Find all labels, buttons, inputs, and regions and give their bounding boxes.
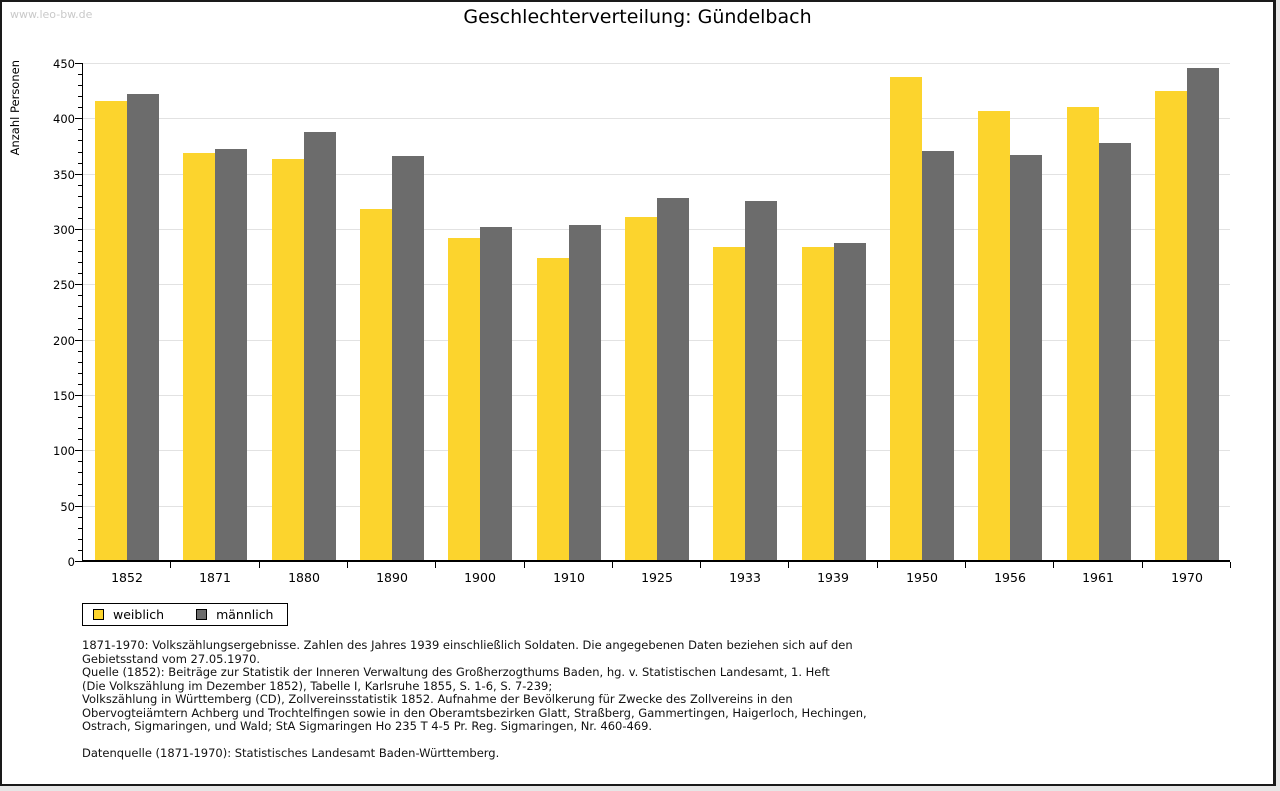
y-major-tick-100: [75, 450, 83, 451]
x-tick-label-1939: 1939: [817, 570, 849, 585]
y-minor-tick-330: [78, 196, 83, 197]
source-note-line-2: Gebietsstand vom 27.05.1970.: [82, 651, 261, 666]
x-boundary-tick-8: [877, 562, 878, 568]
bar-männlich-1950: [922, 151, 954, 560]
y-tick-label-350: 350: [53, 167, 75, 182]
source-note-line-7: Ostrach, Sigmaringen, und Wald; StA Sigmaringen Ho 235 T 4-5 Pr. Reg. Sigmaringen, Nr. 460-469.: [82, 719, 653, 733]
gridline-350: [83, 174, 1230, 175]
source-note-line-6: Obervogteiämtern Achberg und Trochtelfingen sowie in den Oberamtsbezirken Glatt, Straßberg, Gammertingen, Haigerloch, Hechingen,: [82, 705, 867, 720]
x-boundary-tick-5: [612, 562, 613, 568]
x-boundary-tick-3: [435, 562, 436, 568]
y-minor-tick-140: [78, 406, 83, 407]
y-minor-tick-190: [78, 351, 83, 352]
y-minor-tick-130: [78, 417, 83, 418]
y-minor-tick-390: [78, 129, 83, 130]
y-major-tick-350: [75, 174, 83, 175]
bar-männlich-1852: [127, 94, 159, 560]
x-boundary-tick-11: [1142, 562, 1143, 568]
y-minor-tick-370: [78, 152, 83, 153]
x-tick-label-1956: 1956: [994, 570, 1026, 585]
bar-männlich-1933: [745, 201, 777, 560]
y-major-tick-250: [75, 284, 83, 285]
x-tick-label-1925: 1925: [641, 570, 673, 585]
y-tick-label-100: 100: [53, 444, 75, 459]
y-major-tick-50: [75, 506, 83, 507]
y-minor-tick-310: [78, 218, 83, 219]
y-minor-tick-80: [78, 472, 83, 473]
y-minor-tick-210: [78, 329, 83, 330]
x-boundary-tick-12: [1230, 562, 1231, 568]
y-tick-label-200: 200: [53, 333, 75, 348]
x-tick-label-1871: 1871: [199, 570, 231, 585]
x-tick-label-1852: 1852: [111, 570, 143, 585]
bar-männlich-1871: [215, 149, 247, 560]
y-minor-tick-380: [78, 140, 83, 141]
y-axis-label: Anzahl Personen: [8, 60, 22, 156]
x-boundary-tick-10: [1053, 562, 1054, 568]
y-minor-tick-10: [78, 550, 83, 551]
bar-weiblich-1910: [537, 258, 569, 560]
bar-männlich-1890: [392, 156, 424, 560]
x-boundary-tick-6: [700, 562, 701, 568]
legend-item-weiblich: [93, 607, 164, 622]
bar-männlich-1956: [1010, 155, 1042, 560]
bar-weiblich-1852: [95, 101, 127, 560]
y-major-tick-400: [75, 118, 83, 119]
y-major-tick-300: [75, 229, 83, 230]
plot-area: [53, 57, 1230, 585]
source-notes: [82, 639, 1222, 734]
bar-weiblich-1961: [1067, 107, 1099, 560]
datasource-note: Datenquelle (1871-1970): Statistisches Landesamt Baden-Württemberg.: [82, 746, 500, 760]
bar-weiblich-1950: [890, 77, 922, 560]
bar-männlich-1900: [480, 227, 512, 560]
x-tick-label-1970: 1970: [1171, 570, 1203, 585]
y-minor-tick-60: [78, 495, 83, 496]
y-minor-tick-420: [78, 96, 83, 97]
bar-weiblich-1890: [360, 209, 392, 560]
y-minor-tick-430: [78, 85, 83, 86]
x-tick-label-1933: 1933: [729, 570, 761, 585]
y-minor-tick-20: [78, 539, 83, 540]
source-note-line-4: (Die Volkszählung im Dezember 1852), Tabelle I, Karlsruhe 1855, S. 1-6, S. 7-239;: [82, 678, 553, 693]
x-tick-label-1950: 1950: [906, 570, 938, 585]
y-minor-tick-70: [78, 484, 83, 485]
x-boundary-tick-9: [965, 562, 966, 568]
source-note-line-1: 1871-1970: Volkszählungsergebnisse. Zahlen des Jahres 1939 einschließlich Soldaten. Die angegebenen Daten beziehen sich auf den: [82, 638, 853, 652]
legend-swatch-weiblich: [93, 609, 104, 620]
x-boundary-tick-0: [170, 562, 171, 568]
x-tick-label-1910: 1910: [553, 570, 585, 585]
gridline-450: [83, 63, 1230, 64]
y-tick-label-400: 400: [53, 112, 75, 127]
y-major-tick-200: [75, 340, 83, 341]
y-minor-tick-170: [78, 373, 83, 374]
bar-weiblich-1939: [802, 247, 834, 560]
source-note-line-3: Quelle (1852): Beiträge zur Statistik der Inneren Verwaltung des Großherzogthums Baden, hg. v. Statistischen Landesamt, 1. Heft: [82, 665, 830, 679]
y-tick-label-450: 450: [53, 57, 75, 71]
chart-title: Geschlechterverteilung: Gündelbach: [463, 6, 812, 28]
bar-männlich-1925: [657, 198, 689, 560]
bar-männlich-1910: [569, 225, 601, 560]
x-boundary-tick-4: [524, 562, 525, 568]
y-tick-label-0: 0: [67, 555, 75, 569]
y-minor-tick-40: [78, 517, 83, 518]
legend-label-männlich: männlich: [216, 607, 274, 622]
legend-item-männlich: [196, 607, 273, 622]
x-tick-label-1880: 1880: [288, 570, 320, 585]
bar-männlich-1880: [304, 132, 336, 560]
y-minor-tick-280: [78, 251, 83, 252]
legend-swatch-männlich: [196, 609, 207, 620]
y-major-tick-0: [75, 561, 83, 562]
bar-weiblich-1925: [625, 217, 657, 560]
x-boundary-tick-7: [788, 562, 789, 568]
y-minor-tick-120: [78, 428, 83, 429]
x-tick-label-1890: 1890: [376, 570, 408, 585]
gridline-400: [83, 118, 1230, 119]
y-tick-label-250: 250: [53, 278, 75, 293]
x-boundary-tick-2: [347, 562, 348, 568]
watermark-leo-bw: www.leo-bw.de: [10, 8, 93, 21]
bar-weiblich-1880: [272, 159, 304, 560]
legend: [82, 603, 288, 626]
y-minor-tick-240: [78, 295, 83, 296]
y-minor-tick-180: [78, 362, 83, 363]
y-minor-tick-410: [78, 107, 83, 108]
y-minor-tick-320: [78, 207, 83, 208]
bar-männlich-1939: [834, 243, 866, 560]
bar-männlich-1970: [1187, 68, 1219, 560]
bar-weiblich-1900: [448, 238, 480, 560]
y-minor-tick-90: [78, 461, 83, 462]
x-tick-label-1900: 1900: [464, 570, 496, 585]
y-minor-tick-440: [78, 74, 83, 75]
bar-weiblich-1871: [183, 153, 215, 560]
bar-männlich-1961: [1099, 143, 1131, 560]
y-tick-label-50: 50: [60, 499, 75, 514]
bar-weiblich-1956: [978, 111, 1010, 560]
bar-weiblich-1933: [713, 247, 745, 560]
y-minor-tick-290: [78, 240, 83, 241]
y-tick-label-150: 150: [53, 389, 75, 403]
y-minor-tick-30: [78, 528, 83, 529]
legend-label-weiblich: weiblich: [113, 607, 165, 622]
y-minor-tick-340: [78, 185, 83, 186]
x-tick-label-1961: 1961: [1082, 570, 1114, 585]
source-note-line-5: Volkszählung in Württemberg (CD), Zollvereinsstatistik 1852. Aufnahme der Bevölkerung für Zwecke des Zollvereins in den: [82, 692, 793, 706]
y-minor-tick-220: [78, 318, 83, 319]
x-boundary-tick-1: [259, 562, 260, 568]
y-major-tick-150: [75, 395, 83, 396]
y-minor-tick-160: [78, 384, 83, 385]
y-minor-tick-230: [78, 306, 83, 307]
y-major-tick-450: [75, 63, 83, 64]
y-tick-label-300: 300: [53, 223, 75, 237]
y-minor-tick-270: [78, 262, 83, 263]
y-minor-tick-110: [78, 439, 83, 440]
footer: [82, 639, 1222, 761]
y-minor-tick-360: [78, 163, 83, 164]
y-minor-tick-260: [78, 273, 83, 274]
bar-weiblich-1970: [1155, 91, 1187, 560]
